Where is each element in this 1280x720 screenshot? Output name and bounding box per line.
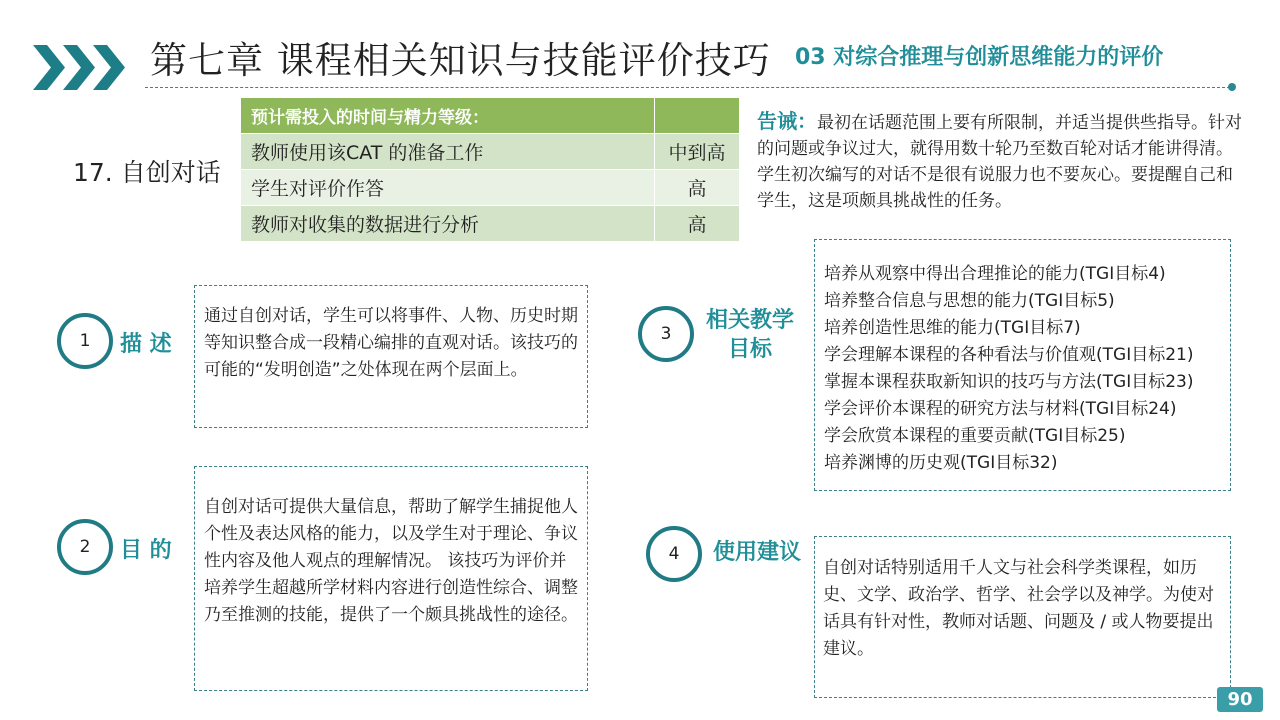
- section-title: 03 对综合推理与创新思维能力的评价: [795, 45, 1164, 70]
- goals-label-line: 相关教学: [706, 308, 795, 333]
- page-number: 90: [1217, 687, 1263, 712]
- section-number-circle: [57, 519, 113, 575]
- header-divider: [145, 87, 1230, 88]
- table-row: [241, 170, 740, 206]
- warning-text: 最初在话题范围上要有所限制，并适当提供些指导。针对的问题或争议过大，就得用数十轮乃至数百轮对话才能讲得清。学生初次编写的对话不是很有说服力也不要灰心。要提醒自己和学生，这是项颇具挑战性的任务。: [757, 113, 1242, 211]
- technique-title: 17. 自创对话: [73, 158, 221, 187]
- suggestions-text: 自创对话特别适用千人文与社会科学类课程，如历史、文学、政治学、哲学、社会学以及神学。为使对话具有针对性，教师对话题、问题及 / 或人物要提出建议。: [823, 558, 1214, 659]
- list-item: 培养创造性思维的能力(TGI目标7): [824, 318, 1081, 338]
- warning-label: 告诫：: [757, 109, 817, 133]
- list-item: 学会欣赏本课程的重要贡献(TGI目标25): [824, 426, 1126, 446]
- effort-table: [240, 97, 740, 242]
- description-text: 通过自创对话，学生可以将事件、人物、历史时期等知识整合成一段精心编排的直观对话。该技巧的可能的“发明创造”之处体现在两个层面上。: [204, 306, 578, 380]
- table-row: [241, 134, 740, 170]
- chapter-title: 第七章 课程相关知识与技能评价技巧: [150, 39, 771, 82]
- task-cell: 教师使用该CAT 的准备工作: [241, 134, 655, 170]
- list-item: 掌握本课程获取新知识的技巧与方法(TGI目标23): [824, 372, 1194, 392]
- section-label-description: 描 述: [120, 332, 172, 357]
- section-label-suggestions: 使用建议: [713, 540, 802, 565]
- description-box: [194, 285, 588, 428]
- purpose-box: [194, 466, 588, 691]
- level-cell: 中到高: [655, 134, 740, 170]
- section-number-circle: [57, 313, 113, 369]
- goals-label-line: 目标: [728, 337, 773, 362]
- list-item: 培养从观察中得出合理推论的能力(TGI目标4): [824, 264, 1166, 284]
- section-number: 1: [79, 331, 91, 351]
- suggestions-box: [814, 536, 1231, 698]
- goals-box: [814, 239, 1231, 491]
- section-number-circle: [646, 526, 702, 582]
- list-item: 培养整合信息与思想的能力(TGI目标5): [824, 291, 1115, 311]
- triple-chevron-right-icon: [33, 45, 128, 90]
- warning-note: [757, 108, 1247, 214]
- task-cell: 学生对评价作答: [241, 170, 655, 206]
- purpose-text: 自创对话可提供大量信息，帮助了解学生捕捉他人个性及表达风格的能力，以及学生对于理论、争议性内容及他人观点的理解情况。 该技巧为评价并培养学生超越所学材料内容进行创造性综合、调整乃至推测的技能，提供了一个颇具挑战性的途径。: [204, 497, 578, 625]
- list-item: 培养渊博的历史观(TGI目标32): [824, 453, 1058, 473]
- section-label-goals: [706, 306, 794, 364]
- section-label-purpose: 目 的: [120, 538, 172, 563]
- table-row: [241, 206, 740, 242]
- section-number: 3: [660, 324, 672, 344]
- table-header-cell: 预计需投入的时间与精力等级：: [241, 98, 655, 134]
- task-cell: 教师对收集的数据进行分析: [241, 206, 655, 242]
- divider-dot: [1228, 83, 1236, 91]
- section-number: 2: [79, 537, 91, 557]
- list-item: 学会评价本课程的研究方法与材料(TGI目标24): [824, 399, 1177, 419]
- level-cell: 高: [655, 170, 740, 206]
- table-header-row: [241, 98, 740, 134]
- list-item: 学会理解本课程的各种看法与价值观(TGI目标21): [824, 345, 1194, 365]
- level-cell: 高: [655, 206, 740, 242]
- section-number-circle: [638, 306, 694, 362]
- section-number: 4: [668, 544, 680, 564]
- table-header-empty: [655, 98, 740, 134]
